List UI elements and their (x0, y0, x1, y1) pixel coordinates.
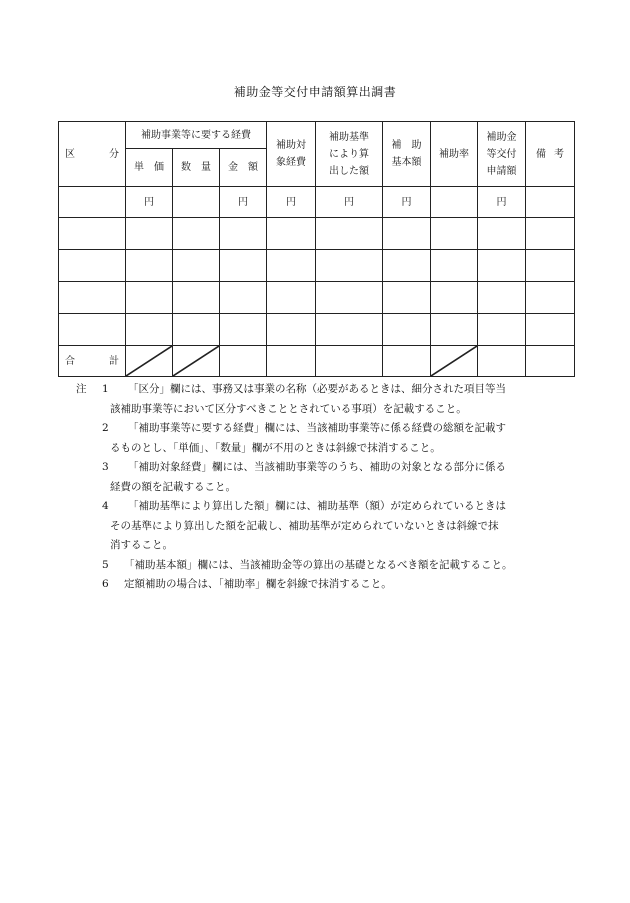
note-item: 4 「補助基準により算出した額」欄には、補助基準（額）が定められているときは その基準により算出した額を記載し、補助基準が定められていないときは斜線で抹 消すること。 (102, 500, 506, 551)
diagonal-strike-ritsu (431, 346, 478, 377)
yen-unit: 円 (316, 187, 383, 218)
note-item: 6 定額補助の場合は、「補助率」欄を斜線で抹消すること。 (102, 578, 392, 590)
header-kihon: 補 助 基本額 (383, 122, 431, 187)
note-item: 2 「補助事業等に要する経費」欄には、当該補助事業等に係る経費の総額を記載す るものとし、「単価」、「数量」欄が不用のときは斜線で抹消すること。 (102, 422, 506, 454)
header-group-expenses: 補助事業等に要する経費 (126, 122, 267, 149)
yen-unit: 円 (267, 187, 316, 218)
diagonal-strike-suryo (173, 346, 220, 377)
yen-unit: 円 (220, 187, 267, 218)
note-item: 5 「補助基本額」欄には、当該補助金等の算出の基礎となるべき額を記載すること。 (102, 558, 513, 571)
diagonal-strike-tanka (126, 346, 173, 377)
yen-unit: 円 (126, 187, 173, 218)
document-title: 補助金等交付申請額算出調書 (233, 85, 397, 99)
header-ritsu: 補助率 (431, 122, 478, 187)
header-kingaku: 金 額 (220, 149, 267, 187)
yen-unit: 円 (478, 187, 526, 218)
note-item: 注 1 「区分」欄には、事務又は事業の名称（必要があるときは、細分された項目等当 該補助事業等において区分すべきこととされている事項）を記載すること。 (76, 380, 576, 419)
note-item: 3 「補助対象経費」欄には、当該補助事業等のうち、補助の対象となる部分に係る 経費の額を記載すること。 (102, 461, 506, 493)
header-biko: 備 考 (526, 122, 575, 187)
total-row (59, 346, 575, 377)
total-label: 合 計 (59, 346, 126, 377)
header-kijun: 補助基準 により算 出した額 (316, 122, 383, 187)
table-row (59, 187, 575, 218)
header-suryo: 数 量 (173, 149, 220, 187)
table-row (59, 218, 575, 250)
header-taisho: 補助対 象経費 (267, 122, 316, 187)
table-row (59, 314, 575, 346)
table-row (59, 282, 575, 314)
yen-unit: 円 (383, 187, 431, 218)
header-kubun: 区 分 (59, 122, 126, 187)
calculation-table (58, 121, 575, 377)
notes-section (76, 380, 576, 595)
table-row (59, 250, 575, 282)
header-shinsei: 補助金 等交付 申請額 (478, 122, 526, 187)
note-prefix: 注 (76, 383, 87, 395)
header-tanka: 単 価 (126, 149, 173, 187)
